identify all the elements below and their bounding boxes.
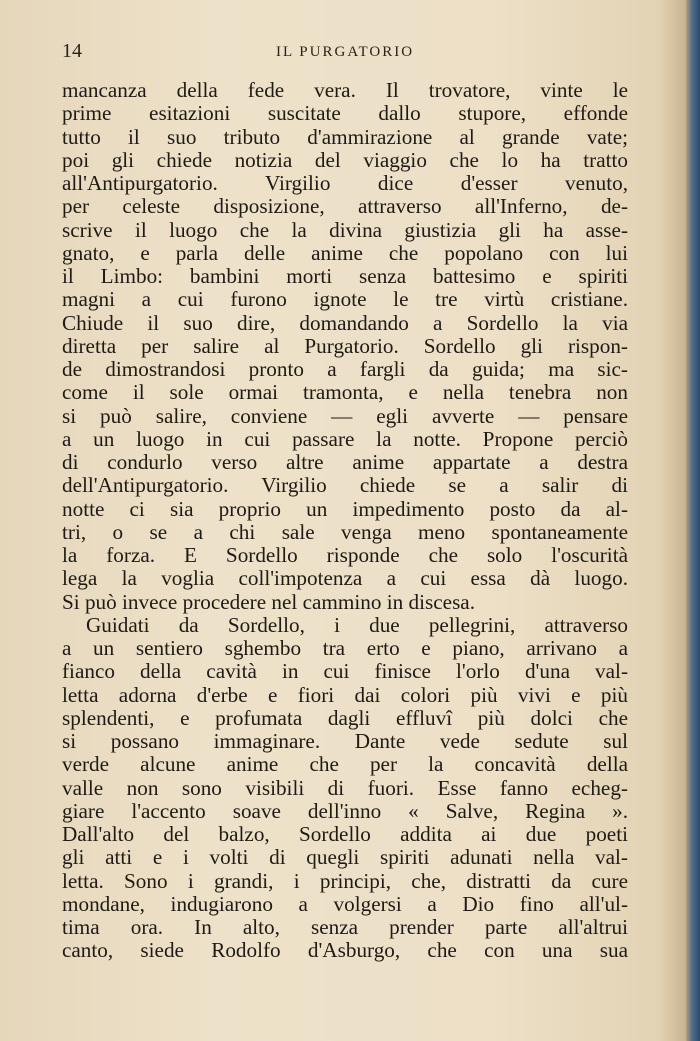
text-line: fianco della cavità in cui finisce l'orlo d'una val- [62,660,628,684]
text-line: la forza. E Sordello risponde che solo l'oscurità [62,544,628,567]
text-line: prime esitazioni suscitate dallo stupore, effonde [62,102,628,126]
text-line: Dall'alto del balzo, Sordello addita ai due poeti [62,823,628,846]
text-line: giare l'accento soave dell'inno « Salve, Regina ». [62,799,628,823]
text-line: poi gli chiede notizia del viaggio che lo ha tratto [62,148,628,172]
text-line: Chiude il suo dire, domandando a Sordello la via [62,311,628,335]
text-line: Si può invece procedere nel cammino in discesa. [62,590,476,614]
text-line: de dimostrandosi pronto a fargli da guida; ma sic- [62,358,628,381]
text-line: verde alcune anime che per la concavità della [62,753,628,777]
text-line: canto, siede Rodolfo d'Asburgo, che con una sua [62,939,628,963]
running-head: IL PURGATORIO [275,44,415,60]
book-spine-edge [686,0,700,1041]
text-line: tri, o se a chi sale venga meno spontaneamente [62,520,628,544]
text-line: letta adorna d'erbe e fiori dai colori più vivi e più [62,683,628,707]
text-line: tima ora. In alto, senza prender parte all'altrui [62,916,628,939]
text-line: il Limbo: bambini morti senza battesimo e spiriti [62,265,628,288]
text-line: valle non sono visibili di fuori. Esse fanno echeg- [62,776,628,800]
text-line: mancanza della fede vera. Il trovatore, vinte le [62,79,628,102]
text-line: mondane, indugiarono a volgersi a Dio fino all'ul- [62,892,628,916]
text-line: di condurlo verso altre anime appartate a destra [62,451,628,474]
text-line: splendenti, e profumata dagli effluvî più dolci che [62,706,628,730]
text-line: a un luogo in cui passare la notte. Propone perciò [62,427,628,451]
text-line: diretta per salire al Purgatorio. Sordello gli rispon- [62,334,628,358]
text-line: gnato, e parla delle anime che popolano con lui [62,241,628,265]
text-line: Guidati da Sordello, i due pellegrini, attraverso [86,613,628,637]
text-line: come il sole ormai tramonta, e nella tenebra non [62,381,628,405]
body-text [62,79,628,963]
page-number: 14 [62,40,82,62]
text-line: lega la voglia coll'impotenza a cui essa dà luogo. [62,567,628,591]
text-line: a un sentiero sghembo tra erto e piano, arrivano a [62,637,628,660]
text-line: letta. Sono i grandi, i principi, che, distratti da cure [62,869,628,893]
text-line: tutto il suo tributo d'ammirazione al grande vate; [62,125,628,149]
page-header [62,40,628,70]
text-line: all'Antipurgatorio. Virgilio dice d'esser venuto, [62,172,628,195]
text-line: si può salire, conviene — egli avverte — pensare [62,404,628,428]
text-line: si possano immaginare. Dante vede sedute sul [62,730,628,753]
text-line: notte ci sia proprio un impedimento posto da al- [62,497,628,521]
text-line: scrive il luogo che la divina giustizia gli ha asse- [62,218,628,242]
text-line: dell'Antipurgatorio. Virgilio chiede se a salir di [62,474,628,498]
text-line: gli atti e i volti di quegli spiriti adunati nella val- [62,846,628,870]
text-line: magni a cui furono ignote le tre virtù cristiane. [62,288,628,312]
text-line: per celeste disposizione, attraverso all'Inferno, de- [62,195,628,219]
